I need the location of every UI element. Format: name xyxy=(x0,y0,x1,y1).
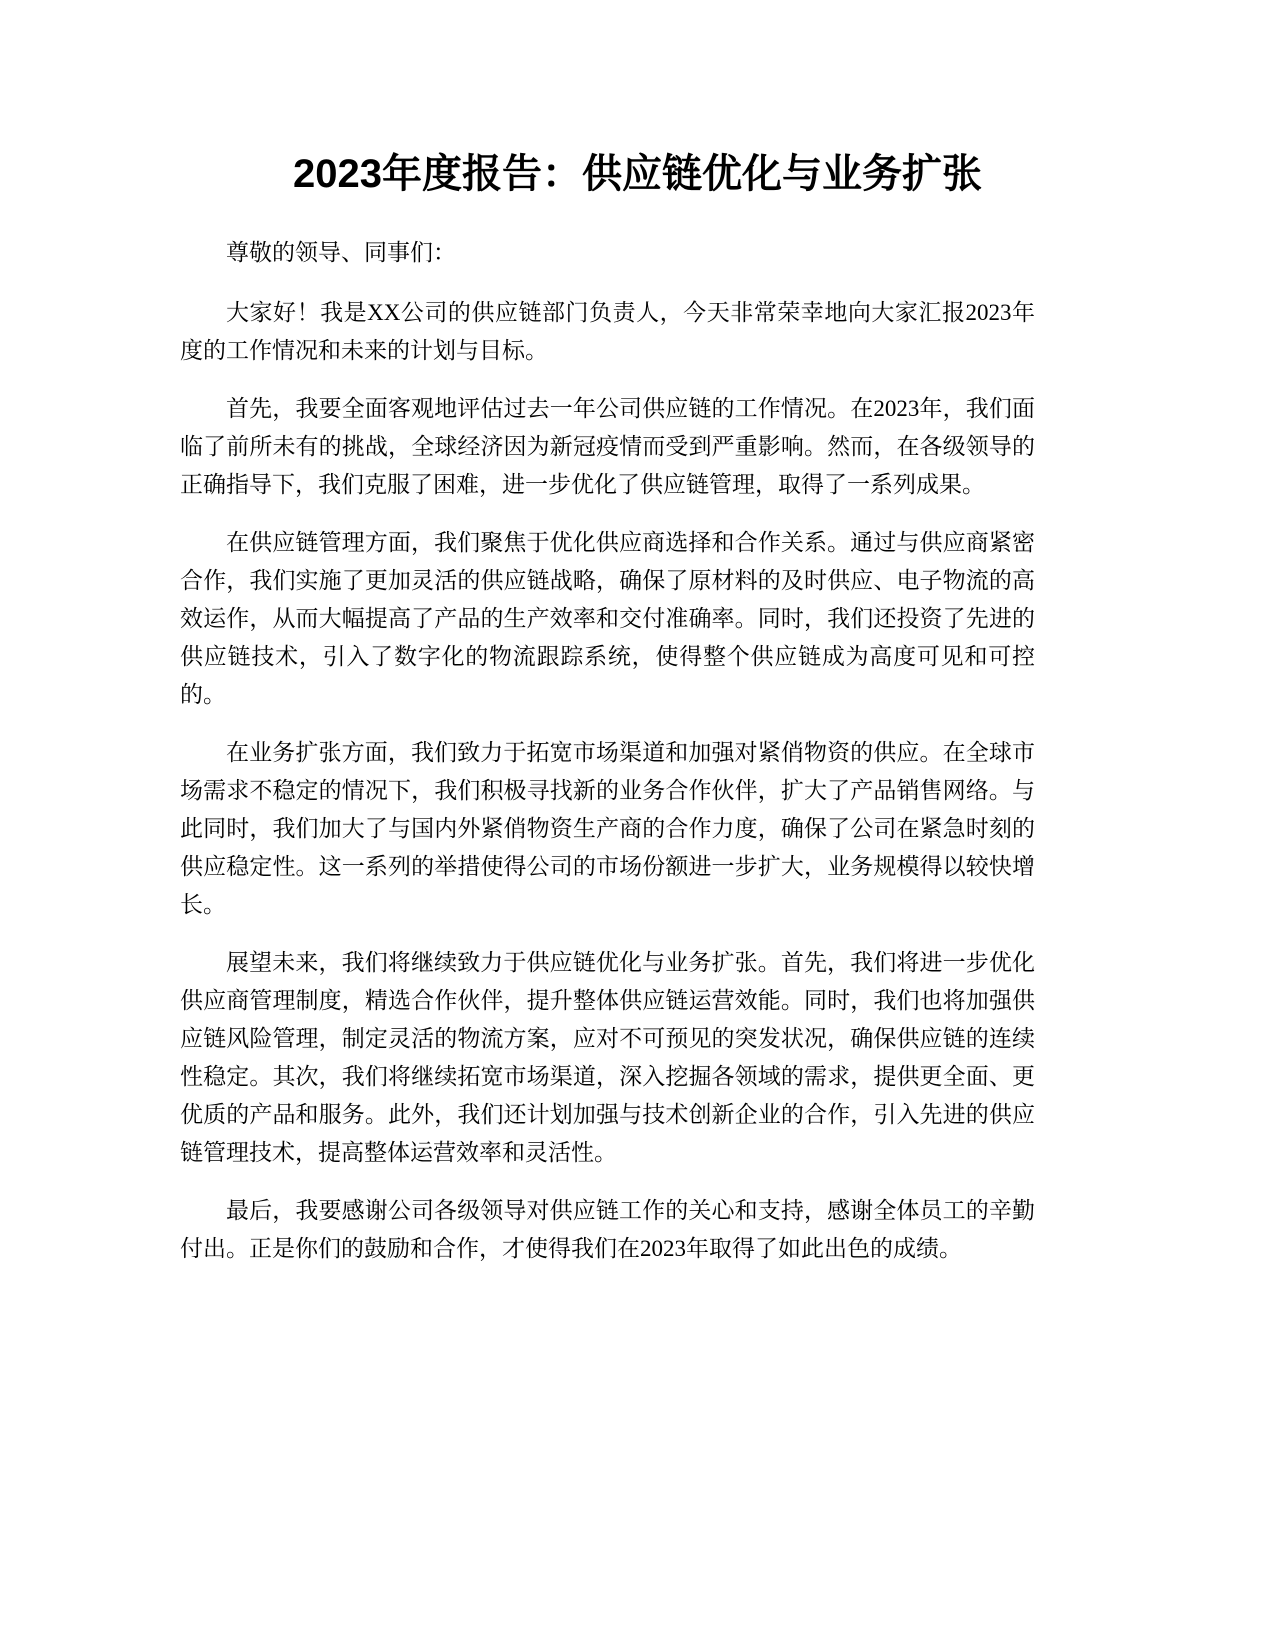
paragraph-thanks: 最后，我要感谢公司各级领导对供应链工作的关心和支持，感谢全体员工的辛勤付出。正是你们的鼓励和合作，才使得我们在2023年取得了如此出色的成绩。 xyxy=(180,1198,1035,1261)
paragraph-supply-chain: 在供应链管理方面，我们聚焦于优化供应商选择和合作关系。通过与供应商紧密合作，我们实施了更加灵活的供应链战略，确保了原材料的及时供应、电子物流的高效运作，从而大幅提高了产品的生产效率和交付准确率。同时，我们还投资了先进的供应链技术，引入了数字化的物流跟踪系统，使得整个供应链成为高度可见和可控的。 xyxy=(180,530,1035,707)
paragraph-introduction: 大家好！我是XX公司的供应链部门负责人，今天非常荣幸地向大家汇报2023年度的工作情况和未来的计划与目标。 xyxy=(180,300,1035,363)
paragraph-business-expansion: 在业务扩张方面，我们致力于拓宽市场渠道和加强对紧俏物资的供应。在全球市场需求不稳定的情况下，我们积极寻找新的业务合作伙伴，扩大了产品销售网络。与此同时，我们加大了与国内外紧俏物资生产商的合作力度，确保了公司在紧急时刻的供应稳定性。这一系列的举措使得公司的市场份额进一步扩大，业务规模得以较快增长。 xyxy=(180,740,1035,917)
paragraph-greeting: 尊敬的领导、同事们： xyxy=(226,240,456,265)
paragraph-outlook: 展望未来，我们将继续致力于供应链优化与业务扩张。首先，我们将进一步优化供应商管理制度，精选合作伙伴，提升整体供应链运营效能。同时，我们也将加强供应链风险管理，制定灵活的物流方案，应对不可预见的突发状况，确保供应链的连续性稳定。其次，我们将继续拓宽市场渠道，深入挖掘各领域的需求，提供更全面、更优质的产品和服务。此外，我们还计划加强与技术创新企业的合作，引入先进的供应链管理技术，提高整体运营效率和灵活性。 xyxy=(180,950,1035,1165)
document-title: 2023年度报告：供应链优化与业务扩张 xyxy=(293,152,982,196)
document-body xyxy=(180,234,1035,1288)
paragraph-review: 首先，我要全面客观地评估过去一年公司供应链的工作情况。在2023年，我们面临了前所未有的挑战，全球经济因为新冠疫情而受到严重影响。然而，在各级领导的正确指导下，我们克服了困难，进一步优化了供应链管理，取得了一系列成果。 xyxy=(180,396,1035,497)
